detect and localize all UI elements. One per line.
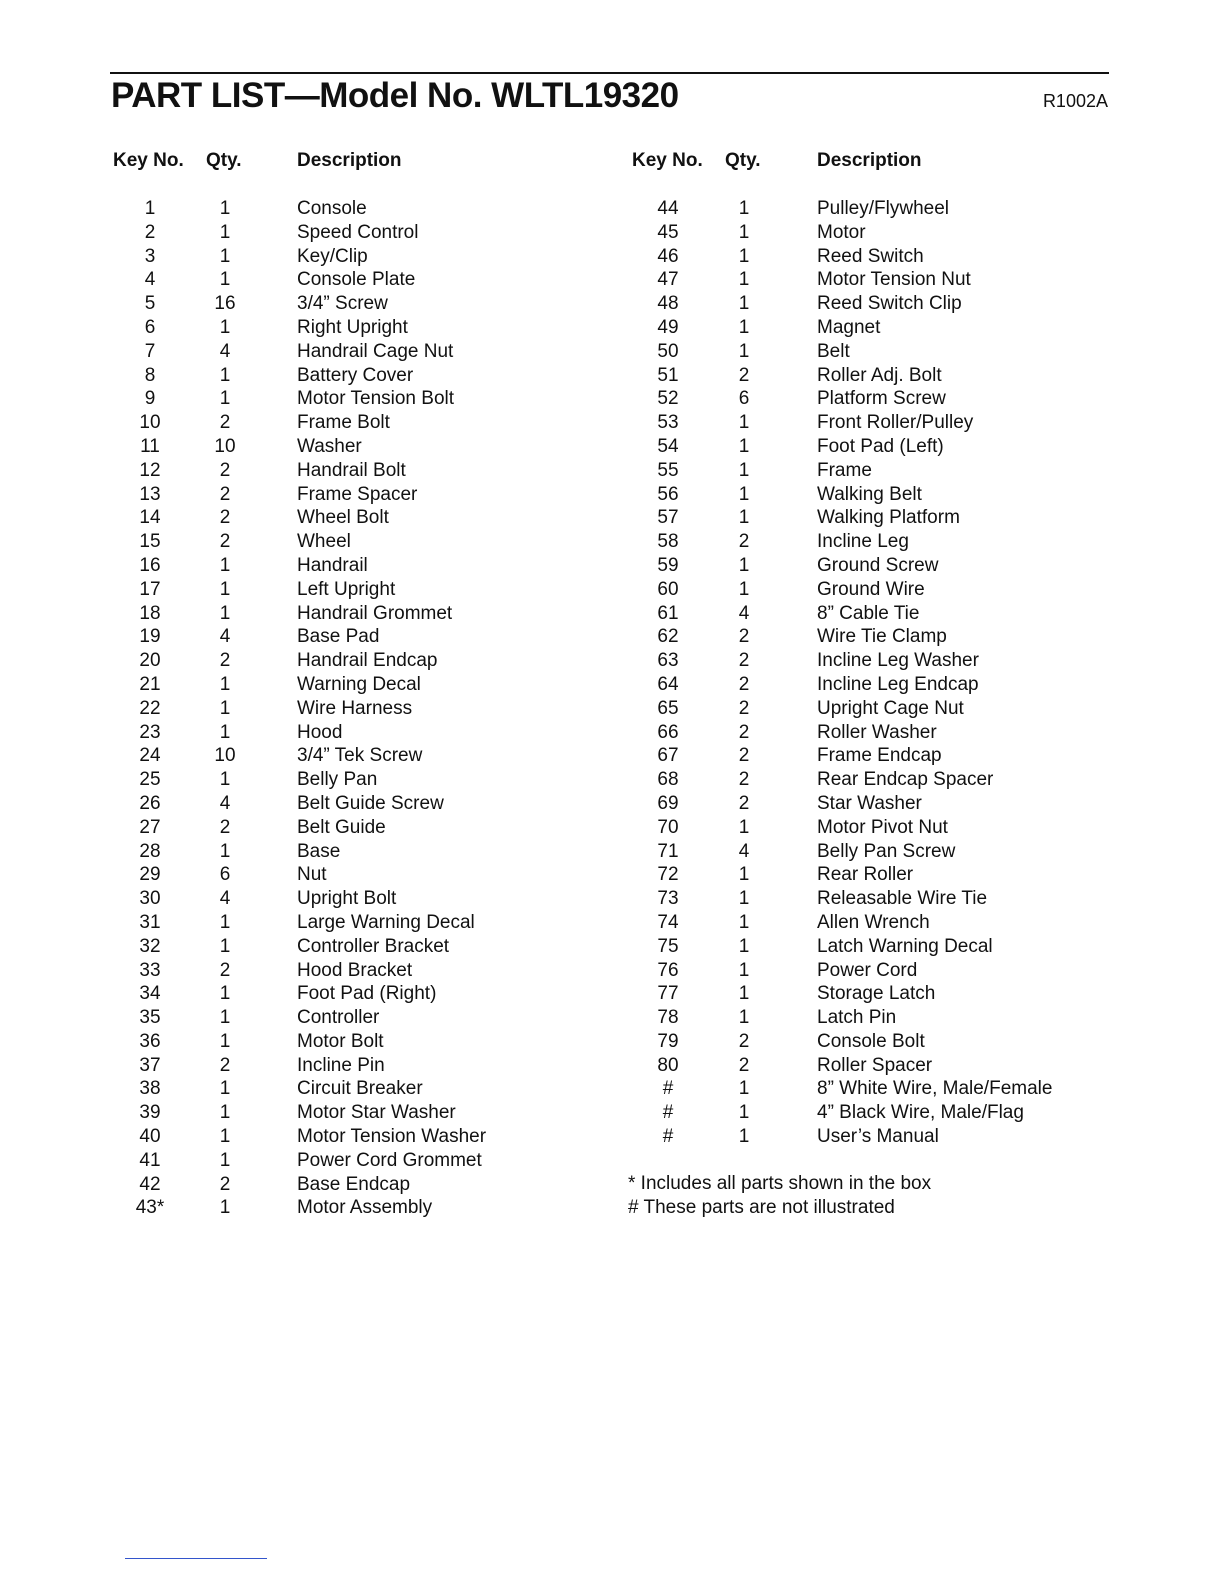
- part-key-number: 24: [139, 745, 161, 767]
- part-key-number: 18: [139, 602, 161, 624]
- part-description: Belt Guide Screw: [297, 792, 444, 814]
- part-quantity: 2: [219, 483, 231, 505]
- part-quantity: 1: [738, 1102, 750, 1124]
- left-header-key: Key No.: [113, 150, 184, 171]
- part-quantity: 1: [219, 840, 231, 862]
- part-quantity: 1: [219, 269, 231, 291]
- part-key-number: 54: [657, 435, 679, 457]
- part-key-number: 15: [139, 531, 161, 553]
- part-key-number: 12: [139, 459, 161, 481]
- part-description: Handrail Bolt: [297, 459, 406, 481]
- part-description: Circuit Breaker: [297, 1078, 423, 1100]
- part-key-number: 72: [657, 864, 679, 886]
- part-quantity: 1: [738, 1078, 750, 1100]
- part-quantity: 1: [219, 1102, 231, 1124]
- part-key-number: 41: [139, 1149, 161, 1171]
- part-description: Handrail: [297, 554, 368, 576]
- part-quantity: 1: [738, 959, 750, 981]
- part-quantity: 1: [219, 721, 231, 743]
- part-quantity: 1: [219, 316, 231, 338]
- part-quantity: 2: [738, 1030, 750, 1052]
- part-key-number: 37: [139, 1054, 161, 1076]
- part-description: Motor Star Washer: [297, 1102, 456, 1124]
- part-description: Incline Pin: [297, 1054, 385, 1076]
- part-quantity: 1: [219, 1197, 231, 1219]
- part-description: Roller Adj. Bolt: [817, 364, 942, 386]
- part-description: Rear Roller: [817, 864, 914, 886]
- part-quantity: 6: [738, 388, 750, 410]
- part-quantity: 1: [219, 935, 231, 957]
- part-description: Belly Pan Screw: [817, 840, 956, 862]
- part-quantity: 1: [219, 673, 231, 695]
- part-quantity: 1: [738, 316, 750, 338]
- part-key-number: 68: [657, 769, 679, 791]
- part-quantity: 1: [219, 388, 231, 410]
- part-quantity: 1: [219, 697, 231, 719]
- part-key-number: 40: [139, 1126, 161, 1148]
- part-key-number: 27: [139, 816, 161, 838]
- part-description: Motor Tension Washer: [297, 1126, 487, 1148]
- part-quantity: 2: [738, 650, 750, 672]
- part-quantity: 2: [219, 959, 231, 981]
- part-description: Roller Spacer: [817, 1054, 933, 1076]
- part-description: Allen Wrench: [817, 911, 930, 933]
- part-description: Foot Pad (Right): [297, 983, 437, 1005]
- part-description: Wire Harness: [297, 697, 413, 719]
- part-key-number: 50: [657, 340, 679, 362]
- part-description: Console Plate: [297, 269, 416, 291]
- part-description: Power Cord: [817, 959, 918, 981]
- part-quantity: 1: [738, 1007, 750, 1029]
- part-quantity: 2: [219, 531, 231, 553]
- part-key-number: 28: [139, 840, 161, 862]
- part-key-number: 61: [657, 602, 679, 624]
- part-key-number: 26: [139, 792, 161, 814]
- part-description: Handrail Cage Nut: [297, 340, 454, 362]
- part-quantity: 1: [219, 221, 231, 243]
- part-key-number: 3: [144, 245, 156, 267]
- part-quantity: 1: [738, 983, 750, 1005]
- part-key-number: 39: [139, 1102, 161, 1124]
- part-description: Roller Washer: [817, 721, 937, 743]
- part-description: Warning Decal: [297, 673, 421, 695]
- part-key-number: 43*: [135, 1197, 165, 1219]
- part-key-number: 62: [657, 626, 679, 648]
- part-description: 3/4” Tek Screw: [297, 745, 423, 767]
- part-description: Walking Platform: [817, 507, 960, 529]
- part-key-number: 80: [657, 1054, 679, 1076]
- part-key-number: 8: [144, 364, 156, 386]
- part-quantity: 1: [738, 293, 750, 315]
- title-rule: [110, 72, 1109, 74]
- left-header-description: Description: [297, 150, 402, 171]
- part-quantity: 2: [738, 697, 750, 719]
- part-description: Foot Pad (Left): [817, 435, 944, 457]
- part-quantity: 1: [219, 198, 231, 219]
- part-description: Ground Screw: [817, 554, 939, 576]
- part-key-number: 70: [657, 816, 679, 838]
- part-quantity: 2: [738, 769, 750, 791]
- part-key-number: 1: [144, 198, 156, 219]
- part-key-number: 65: [657, 697, 679, 719]
- part-description: Key/Clip: [297, 245, 368, 267]
- part-key-number: 4: [144, 269, 156, 291]
- part-key-number: 66: [657, 721, 679, 743]
- part-key-number: #: [662, 1078, 674, 1100]
- part-description: Star Washer: [817, 792, 922, 814]
- part-quantity: 4: [738, 602, 750, 624]
- part-description: Base: [297, 840, 341, 862]
- part-key-number: 49: [657, 316, 679, 338]
- part-description: Motor Bolt: [297, 1030, 384, 1052]
- part-description: Console: [297, 198, 367, 219]
- part-description: Hood Bracket: [297, 959, 413, 981]
- part-description: Right Upright: [297, 316, 408, 338]
- part-quantity: 1: [738, 935, 750, 957]
- part-description: Controller: [297, 1007, 380, 1029]
- part-description: Motor Pivot Nut: [817, 816, 948, 838]
- part-key-number: 77: [657, 983, 679, 1005]
- part-quantity: 1: [738, 459, 750, 481]
- part-description: Wheel: [297, 531, 351, 553]
- part-description: Rear Endcap Spacer: [817, 769, 994, 791]
- part-description: 8” White Wire, Male/Female: [817, 1078, 1053, 1100]
- part-quantity: 1: [219, 578, 231, 600]
- part-description: Controller Bracket: [297, 935, 450, 957]
- footer-line: [125, 1558, 267, 1559]
- part-description: Base Pad: [297, 626, 380, 648]
- part-key-number: 23: [139, 721, 161, 743]
- part-key-number: 17: [139, 578, 161, 600]
- part-key-number: 2: [144, 221, 156, 243]
- part-description: Battery Cover: [297, 364, 414, 386]
- part-key-number: 56: [657, 483, 679, 505]
- part-description: Incline Leg Washer: [817, 650, 979, 672]
- part-quantity: 4: [219, 626, 231, 648]
- part-quantity: 1: [738, 340, 750, 362]
- part-key-number: 21: [139, 673, 161, 695]
- part-key-number: 52: [657, 388, 679, 410]
- part-key-number: 19: [139, 626, 161, 648]
- part-description: Washer: [297, 435, 362, 457]
- part-description: Storage Latch: [817, 983, 936, 1005]
- part-quantity: 6: [219, 864, 231, 886]
- part-quantity: 1: [738, 198, 750, 219]
- part-quantity: 1: [738, 412, 750, 434]
- part-description: Releasable Wire Tie: [817, 888, 988, 910]
- part-quantity: 2: [219, 1173, 231, 1195]
- part-quantity: 1: [738, 221, 750, 243]
- part-quantity: 2: [219, 1054, 231, 1076]
- part-description: Belt: [817, 340, 850, 362]
- part-quantity: 1: [738, 864, 750, 886]
- part-description: Incline Leg Endcap: [817, 673, 979, 695]
- part-quantity: 2: [738, 1054, 750, 1076]
- part-quantity: 1: [219, 983, 231, 1005]
- part-quantity: 1: [738, 435, 750, 457]
- part-key-number: 47: [657, 269, 679, 291]
- part-quantity: 4: [219, 340, 231, 362]
- part-key-number: 7: [144, 340, 156, 362]
- part-description: Walking Belt: [817, 483, 922, 505]
- part-description: Speed Control: [297, 221, 419, 243]
- part-key-number: 10: [139, 412, 161, 434]
- part-quantity: 1: [219, 1078, 231, 1100]
- part-description: Hood: [297, 721, 343, 743]
- part-quantity: 1: [219, 911, 231, 933]
- part-quantity: 2: [219, 650, 231, 672]
- part-description: Nut: [297, 864, 327, 886]
- part-description: Frame: [817, 459, 872, 481]
- part-description: User’s Manual: [817, 1126, 939, 1148]
- document-code: R1002A: [1042, 91, 1108, 111]
- part-description: Motor: [817, 221, 866, 243]
- part-description: Front Roller/Pulley: [817, 412, 974, 434]
- part-key-number: 76: [657, 959, 679, 981]
- part-description: 8” Cable Tie: [817, 602, 920, 624]
- part-key-number: 16: [139, 554, 161, 576]
- part-quantity: 10: [214, 745, 236, 767]
- part-key-number: 22: [139, 697, 161, 719]
- part-key-number: #: [662, 1126, 674, 1148]
- part-description: Handrail Endcap: [297, 650, 438, 672]
- part-key-number: 6: [144, 316, 156, 338]
- part-quantity: 1: [738, 554, 750, 576]
- part-description: Reed Switch: [817, 245, 924, 267]
- part-key-number: 30: [139, 888, 161, 910]
- part-key-number: 73: [657, 888, 679, 910]
- note-asterisk: * Includes all parts shown in the box: [628, 1173, 932, 1194]
- part-key-number: 29: [139, 864, 161, 886]
- part-key-number: 5: [144, 293, 156, 315]
- left-header-qty: Qty.: [206, 150, 242, 171]
- part-key-number: 25: [139, 769, 161, 791]
- part-quantity: 2: [738, 531, 750, 553]
- part-quantity: 16: [214, 293, 236, 315]
- part-key-number: 38: [139, 1078, 161, 1100]
- part-key-number: 57: [657, 507, 679, 529]
- part-key-number: 55: [657, 459, 679, 481]
- part-key-number: 71: [657, 840, 679, 862]
- part-quantity: 1: [738, 578, 750, 600]
- part-key-number: 14: [139, 507, 161, 529]
- part-quantity: 1: [738, 888, 750, 910]
- part-key-number: 59: [657, 554, 679, 576]
- part-description: Handrail Grommet: [297, 602, 453, 624]
- part-description: Magnet: [817, 316, 881, 338]
- part-quantity: 1: [738, 1126, 750, 1148]
- part-key-number: 60: [657, 578, 679, 600]
- part-quantity: 1: [219, 1007, 231, 1029]
- part-quantity: 1: [219, 602, 231, 624]
- part-key-number: 58: [657, 531, 679, 553]
- part-key-number: 31: [139, 911, 161, 933]
- page-title: PART LIST—Model No. WLTL19320: [111, 76, 679, 115]
- part-quantity: 1: [738, 483, 750, 505]
- part-key-number: 9: [144, 388, 156, 410]
- right-header-description: Description: [817, 150, 922, 171]
- part-description: Latch Warning Decal: [817, 935, 993, 957]
- part-key-number: 44: [657, 198, 679, 219]
- part-key-number: 36: [139, 1030, 161, 1052]
- part-description: Large Warning Decal: [297, 911, 475, 933]
- part-description: Frame Bolt: [297, 412, 390, 434]
- part-quantity: 4: [219, 888, 231, 910]
- part-quantity: 2: [738, 745, 750, 767]
- part-quantity: 2: [738, 721, 750, 743]
- part-description: Power Cord Grommet: [297, 1149, 482, 1171]
- part-key-number: 20: [139, 650, 161, 672]
- part-quantity: 10: [214, 435, 236, 457]
- part-quantity: 2: [738, 626, 750, 648]
- part-quantity: 2: [738, 673, 750, 695]
- part-quantity: 1: [738, 816, 750, 838]
- part-key-number: 11: [140, 435, 160, 457]
- part-description: Belt Guide: [297, 816, 386, 838]
- part-quantity: 2: [219, 459, 231, 481]
- part-quantity: 1: [738, 269, 750, 291]
- part-description: Left Upright: [297, 578, 396, 600]
- part-key-number: 51: [657, 364, 679, 386]
- right-header-key: Key No.: [632, 150, 703, 171]
- part-description: 4” Black Wire, Male/Flag: [817, 1102, 1024, 1124]
- part-description: Console Bolt: [817, 1030, 925, 1052]
- part-key-number: 45: [657, 221, 679, 243]
- part-key-number: 69: [657, 792, 679, 814]
- part-quantity: 2: [219, 816, 231, 838]
- part-description: Frame Spacer: [297, 483, 418, 505]
- part-description: Platform Screw: [817, 388, 946, 410]
- part-description: Incline Leg: [817, 531, 909, 553]
- part-description: Frame Endcap: [817, 745, 942, 767]
- part-quantity: 1: [219, 554, 231, 576]
- part-description: Upright Bolt: [297, 888, 397, 910]
- part-description: Reed Switch Clip: [817, 293, 962, 315]
- part-key-number: 35: [139, 1007, 161, 1029]
- part-quantity: 2: [738, 792, 750, 814]
- part-key-number: 48: [657, 293, 679, 315]
- part-description: Pulley/Flywheel: [817, 198, 949, 219]
- part-key-number: 34: [139, 983, 161, 1005]
- part-description: 3/4” Screw: [297, 293, 388, 315]
- part-key-number: 32: [139, 935, 161, 957]
- part-quantity: 4: [738, 840, 750, 862]
- part-key-number: 64: [657, 673, 679, 695]
- part-description: Base Endcap: [297, 1173, 411, 1195]
- part-description: Ground Wire: [817, 578, 925, 600]
- part-key-number: 46: [657, 245, 679, 267]
- part-quantity: 1: [219, 1149, 231, 1171]
- part-key-number: 63: [657, 650, 679, 672]
- part-description: Wire Tie Clamp: [817, 626, 947, 648]
- note-hash: # These parts are not illustrated: [628, 1197, 895, 1218]
- part-description: Motor Assembly: [297, 1197, 433, 1219]
- right-header-qty: Qty.: [725, 150, 761, 171]
- part-description: Wheel Bolt: [297, 507, 389, 529]
- part-quantity: 2: [219, 507, 231, 529]
- part-description: Belly Pan: [297, 769, 378, 791]
- part-quantity: 1: [219, 769, 231, 791]
- part-description: Motor Tension Nut: [817, 269, 971, 291]
- part-quantity: 1: [219, 1126, 231, 1148]
- part-key-number: #: [662, 1102, 674, 1124]
- part-quantity: 1: [219, 245, 231, 267]
- part-key-number: 74: [657, 911, 679, 933]
- part-quantity: 1: [738, 507, 750, 529]
- part-key-number: 42: [139, 1173, 161, 1195]
- part-quantity: 1: [738, 911, 750, 933]
- part-description: Upright Cage Nut: [817, 697, 964, 719]
- part-quantity: 2: [219, 412, 231, 434]
- part-description: Motor Tension Bolt: [297, 388, 455, 410]
- part-quantity: 1: [738, 245, 750, 267]
- part-key-number: 13: [139, 483, 161, 505]
- part-quantity: 1: [219, 1030, 231, 1052]
- part-quantity: 4: [219, 792, 231, 814]
- part-quantity: 2: [738, 364, 750, 386]
- part-key-number: 79: [657, 1030, 679, 1052]
- part-key-number: 78: [657, 1007, 679, 1029]
- part-key-number: 75: [657, 935, 679, 957]
- part-quantity: 1: [219, 364, 231, 386]
- part-key-number: 53: [657, 412, 679, 434]
- part-key-number: 67: [657, 745, 679, 767]
- part-description: Latch Pin: [817, 1007, 897, 1029]
- part-key-number: 33: [139, 959, 161, 981]
